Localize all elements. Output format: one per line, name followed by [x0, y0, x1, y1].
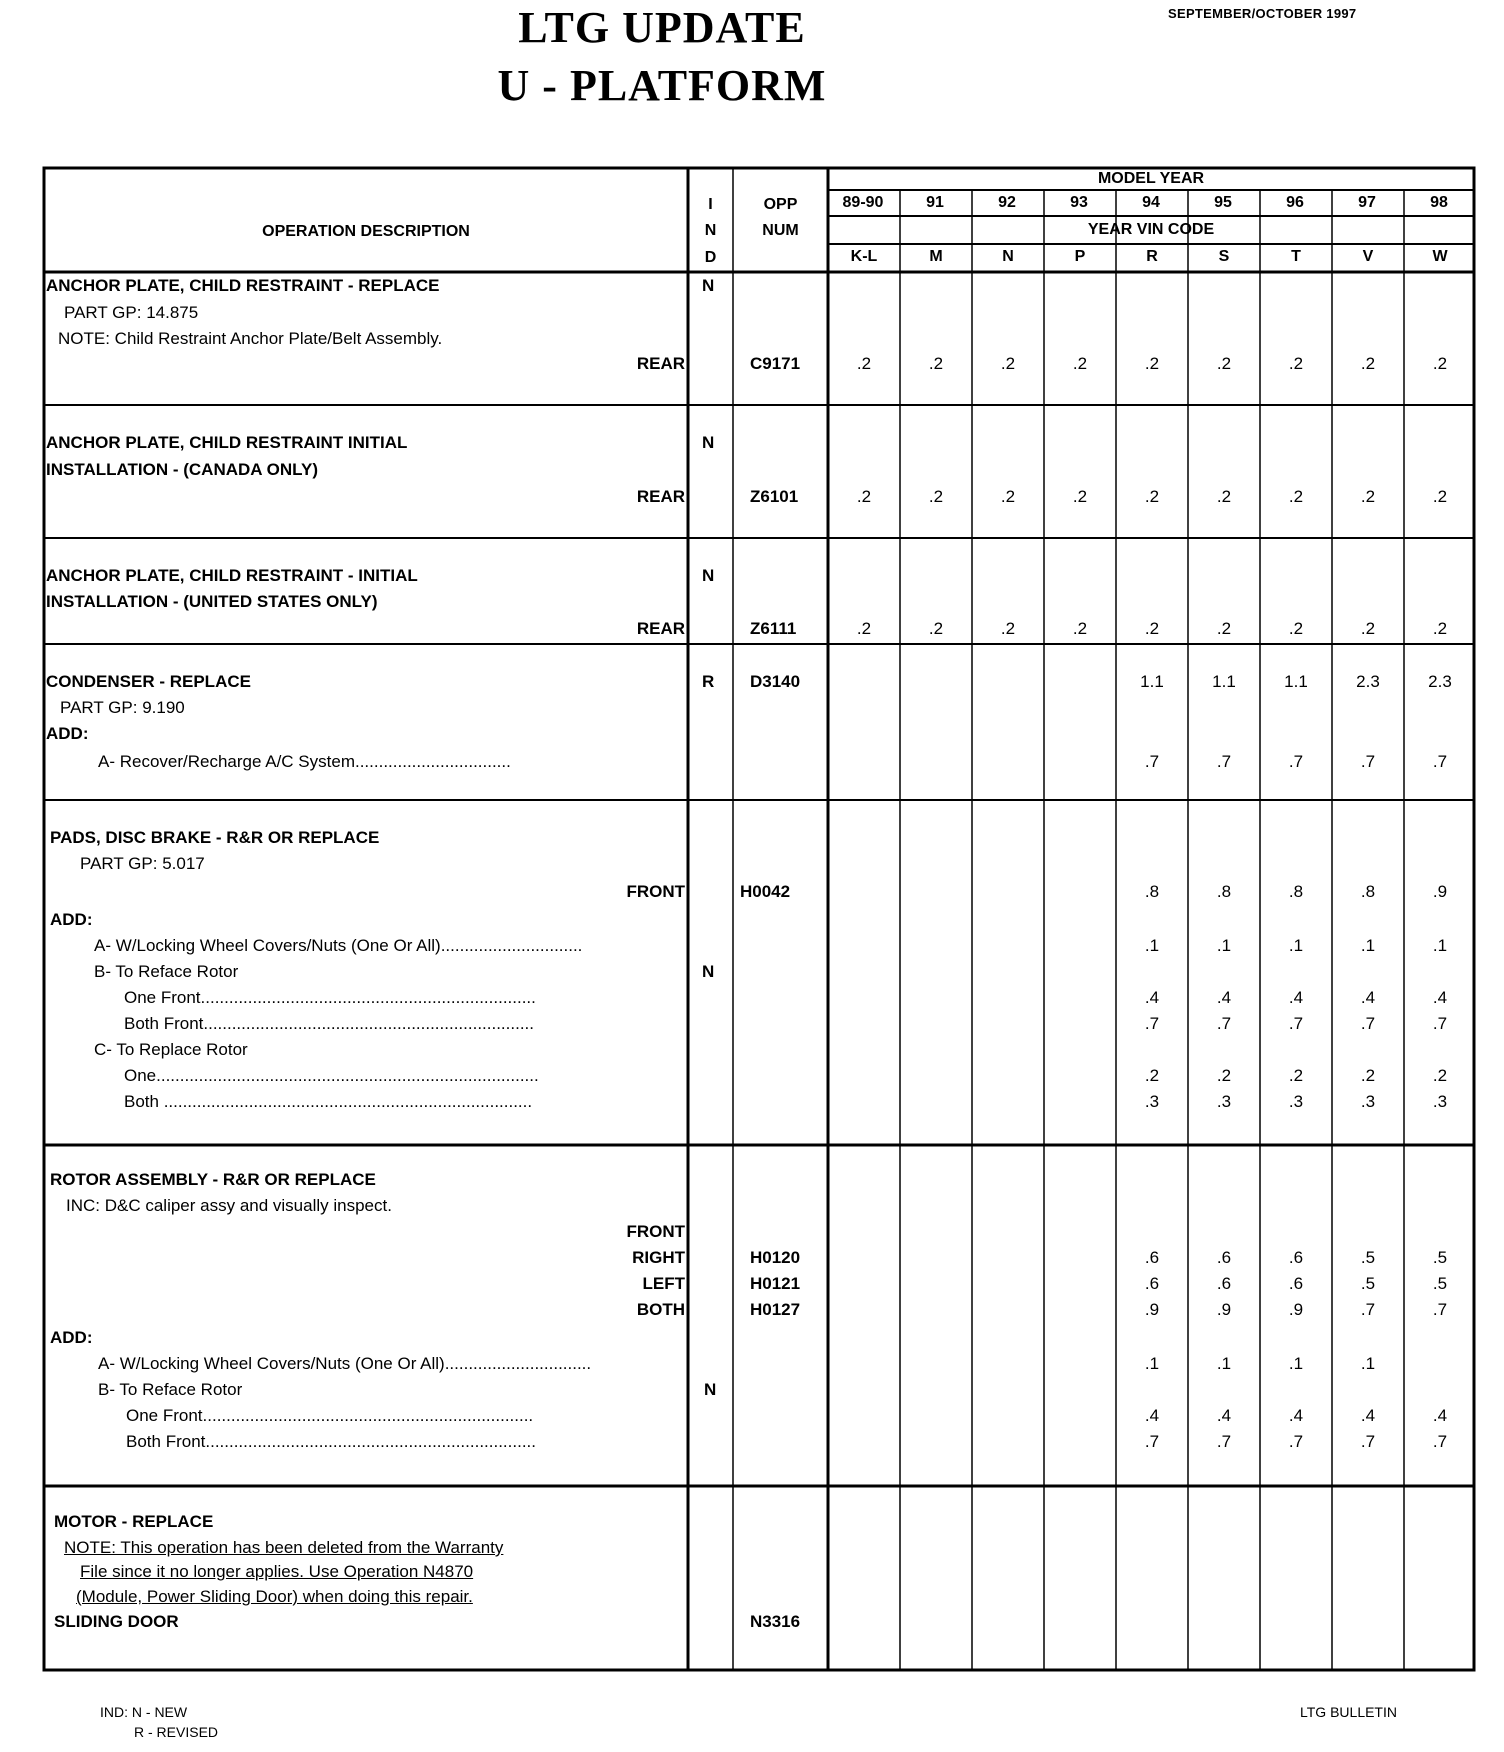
value-cell: .9: [1432, 882, 1448, 901]
vin-code-label: YEAR VIN CODE: [1087, 221, 1215, 238]
vin-code-3: P: [1074, 248, 1086, 265]
value-cell: .2: [1144, 619, 1160, 638]
value-cell: .2: [1288, 354, 1304, 373]
r6-front: FRONT: [626, 1222, 685, 1241]
value-cell: .1: [1288, 1354, 1304, 1373]
value-cell: .3: [1360, 1092, 1376, 1111]
r7-position: SLIDING DOOR: [54, 1612, 179, 1631]
r2-title-2: INSTALLATION - (CANADA ONLY): [46, 460, 318, 479]
value-cell: .9: [1288, 1300, 1304, 1319]
value-cell: .2: [856, 354, 872, 373]
r7-note-3: (Module, Power Sliding Door) when doing this repair.: [76, 1587, 473, 1606]
r5-add-b: B- To Reface Rotor: [94, 962, 239, 981]
r6-opp-left: H0121: [750, 1274, 801, 1293]
year-5: 95: [1214, 194, 1232, 211]
value-cell: .3: [1144, 1092, 1160, 1111]
value-cell: .3: [1288, 1092, 1304, 1111]
r5-add-a: A- W/Locking Wheel Covers/Nuts (One Or All)..............................: [94, 936, 583, 955]
r7-title: MOTOR - REPLACE: [54, 1512, 214, 1531]
r6-add-b2: Both Front......................................................................: [126, 1432, 536, 1451]
value-cell: .2: [1432, 354, 1448, 373]
bulletin-date: SEPTEMBER/OCTOBER 1997: [1168, 6, 1357, 21]
year-2: 92: [998, 194, 1016, 211]
footer-ind-revised: R - REVISED: [134, 1724, 219, 1740]
value-cell: .1: [1144, 936, 1160, 955]
value-cell: .7: [1432, 1014, 1448, 1033]
r6-inc: INC: D&C caliper assy and visually inspect.: [66, 1196, 392, 1215]
value-cell: .1: [1360, 1354, 1376, 1373]
value-cell: .2: [1360, 619, 1376, 638]
title-line-2: U - PLATFORM: [497, 61, 827, 110]
r6-opp-both: H0127: [750, 1300, 801, 1319]
value-cell: .7: [1288, 752, 1304, 771]
value-cell: .4: [1144, 988, 1160, 1007]
r5-add-b-ind: N: [702, 962, 715, 981]
value-cell: .7: [1216, 1432, 1232, 1451]
value-cell: 1.1: [1284, 672, 1308, 691]
r4-add: ADD:: [46, 724, 89, 743]
value-cell: .2: [1216, 1066, 1232, 1085]
value-cell: .8: [1216, 882, 1232, 901]
r4-add-a: A- Recover/Recharge A/C System.................................: [98, 752, 511, 771]
r1-opp: C9171: [750, 354, 801, 373]
value-cell: .2: [1144, 354, 1160, 373]
value-cell: .2: [1432, 487, 1448, 506]
value-cell: .2: [1000, 619, 1016, 638]
value-cell: .7: [1432, 1300, 1448, 1319]
r3-ind: N: [702, 566, 715, 585]
r3-position: REAR: [636, 619, 685, 638]
value-cell: .3: [1432, 1092, 1448, 1111]
r2-ind: N: [702, 433, 715, 452]
value-cell: .2: [1144, 487, 1160, 506]
year-0: 89-90: [842, 194, 884, 211]
value-cell: .4: [1360, 988, 1376, 1007]
model-year-label: MODEL YEAR: [1097, 170, 1205, 187]
value-cell: .2: [1072, 487, 1088, 506]
col-ind-i: I: [708, 196, 713, 213]
year-4: 94: [1142, 194, 1160, 211]
value-cell: .2: [1072, 354, 1088, 373]
value-cell: .9: [1216, 1300, 1232, 1319]
r7-note-2: File since it no longer applies. Use Operation N4870: [80, 1562, 474, 1581]
value-cell: .4: [1432, 1406, 1448, 1425]
value-cell: .6: [1144, 1274, 1160, 1293]
value-cell: .2: [1288, 1066, 1304, 1085]
r4-ind: R: [702, 672, 715, 691]
value-cell: .2: [1216, 487, 1232, 506]
value-cell: .1: [1144, 1354, 1160, 1373]
vin-code-0: K-L: [850, 248, 878, 265]
year-8: 98: [1430, 194, 1448, 211]
r6-opp-right: H0120: [750, 1248, 801, 1267]
r2-title-1: ANCHOR PLATE, CHILD RESTRAINT INITIAL: [46, 433, 408, 452]
value-cell: .4: [1360, 1406, 1376, 1425]
value-cell: .7: [1360, 752, 1376, 771]
value-cell: .7: [1216, 1014, 1232, 1033]
value-cell: .7: [1432, 1432, 1448, 1451]
value-cell: .2: [1144, 1066, 1160, 1085]
value-cell: .5: [1360, 1248, 1376, 1267]
value-cell: .2: [1216, 619, 1232, 638]
value-cell: .2: [928, 619, 944, 638]
vin-code-6: T: [1291, 248, 1301, 265]
year-3: 93: [1070, 194, 1088, 211]
r6-both: BOTH: [636, 1300, 685, 1319]
value-cell: .6: [1216, 1274, 1232, 1293]
vin-code-8: W: [1432, 248, 1448, 265]
r5-opp: H0042: [740, 882, 791, 901]
value-cell: .4: [1144, 1406, 1160, 1425]
value-cell: .2: [1288, 619, 1304, 638]
value-cell: .2: [1432, 619, 1448, 638]
r6-add-a: A- W/Locking Wheel Covers/Nuts (One Or All)...............................: [98, 1354, 592, 1373]
value-cell: .7: [1144, 1014, 1160, 1033]
r1-position: REAR: [636, 354, 685, 373]
r1-title: ANCHOR PLATE, CHILD RESTRAINT - REPLACE: [46, 276, 440, 295]
value-cell: .9: [1144, 1300, 1160, 1319]
col-ind-d: D: [704, 249, 717, 266]
r6-title: ROTOR ASSEMBLY - R&R OR REPLACE: [50, 1170, 376, 1189]
year-1: 91: [926, 194, 944, 211]
r4-title: CONDENSER - REPLACE: [46, 672, 251, 691]
value-cell: .2: [1360, 354, 1376, 373]
value-cell: .1: [1360, 936, 1376, 955]
value-cell: .1: [1288, 936, 1304, 955]
r5-add-c2: Both ..............................................................................: [124, 1092, 533, 1111]
r3-title-1: ANCHOR PLATE, CHILD RESTRAINT - INITIAL: [46, 566, 418, 585]
value-cell: .5: [1360, 1274, 1376, 1293]
value-cell: .7: [1360, 1014, 1376, 1033]
value-cell: .6: [1288, 1274, 1304, 1293]
r1-note: NOTE: Child Restraint Anchor Plate/Belt Assembly.: [58, 329, 443, 348]
value-cell: .2: [928, 487, 944, 506]
r4-opp: D3140: [750, 672, 801, 691]
r7-note-1: NOTE: This operation has been deleted from the Warranty: [64, 1538, 504, 1557]
value-cell: 1.1: [1140, 672, 1164, 691]
vin-code-5: S: [1218, 248, 1230, 265]
value-cell: 1.1: [1212, 672, 1236, 691]
value-cell: .1: [1216, 1354, 1232, 1373]
r6-add: ADD:: [50, 1328, 93, 1347]
value-cell: .2: [1216, 354, 1232, 373]
r7-opp: N3316: [750, 1612, 801, 1631]
value-cell: .5: [1432, 1248, 1448, 1267]
value-cell: .8: [1360, 882, 1376, 901]
col-ind-n: N: [704, 222, 717, 239]
value-cell: .2: [1000, 354, 1016, 373]
value-cell: .6: [1216, 1248, 1232, 1267]
value-cell: 2.3: [1428, 672, 1452, 691]
vin-code-1: M: [929, 248, 943, 265]
r6-add-b1: One Front......................................................................: [126, 1406, 534, 1425]
vin-code-4: R: [1146, 248, 1158, 265]
r4-part: PART GP: 9.190: [60, 698, 185, 717]
r3-title-2: INSTALLATION - (UNITED STATES ONLY): [46, 592, 378, 611]
r5-add-c: C- To Replace Rotor: [94, 1040, 248, 1059]
value-cell: .2: [1432, 1066, 1448, 1085]
value-cell: .2: [1000, 487, 1016, 506]
value-cell: .4: [1288, 1406, 1304, 1425]
r6-right: RIGHT: [632, 1248, 685, 1267]
col-opp: OPP: [763, 196, 798, 213]
r6-add-b-ind: N: [704, 1380, 717, 1399]
value-cell: .7: [1360, 1300, 1376, 1319]
r5-add-b1: One Front.......................................................................: [124, 988, 536, 1007]
r6-left: LEFT: [642, 1274, 685, 1293]
value-cell: .8: [1288, 882, 1304, 901]
value-cell: .4: [1288, 988, 1304, 1007]
col-num: NUM: [762, 222, 799, 239]
footer-bulletin: LTG BULLETIN: [1300, 1704, 1397, 1720]
value-cell: .1: [1216, 936, 1232, 955]
value-cell: .2: [1072, 619, 1088, 638]
r5-add: ADD:: [50, 910, 93, 929]
r1-part: PART GP: 14.875: [64, 303, 199, 322]
r5-add-c1: One.................................................................................: [124, 1066, 539, 1085]
value-cell: .4: [1216, 988, 1232, 1007]
vin-code-7: V: [1362, 248, 1374, 265]
value-cell: .2: [928, 354, 944, 373]
value-cell: .7: [1432, 752, 1448, 771]
value-cell: .5: [1432, 1274, 1448, 1293]
value-cell: .3: [1216, 1092, 1232, 1111]
value-cell: .7: [1288, 1432, 1304, 1451]
value-cell: .2: [1288, 487, 1304, 506]
value-cell: .2: [1360, 487, 1376, 506]
value-cell: .4: [1432, 988, 1448, 1007]
r1-ind: N: [702, 276, 715, 295]
value-cell: .7: [1144, 752, 1160, 771]
r2-position: REAR: [636, 487, 685, 506]
r5-add-b2: Both Front......................................................................: [124, 1014, 534, 1033]
value-cell: .8: [1144, 882, 1160, 901]
title-line-1: LTG UPDATE: [518, 3, 806, 52]
value-cell: .6: [1144, 1248, 1160, 1267]
r2-opp: Z6101: [750, 487, 799, 506]
value-cell: .2: [1360, 1066, 1376, 1085]
value-cell: .7: [1288, 1014, 1304, 1033]
value-cell: 2.3: [1356, 672, 1380, 691]
r5-position: FRONT: [626, 882, 685, 901]
value-cell: .2: [856, 619, 872, 638]
year-7: 97: [1358, 194, 1376, 211]
r5-title: PADS, DISC BRAKE - R&R OR REPLACE: [50, 828, 380, 847]
value-cell: .7: [1216, 752, 1232, 771]
footer-ind-new: IND: N - NEW: [100, 1704, 188, 1720]
r5-part: PART GP: 5.017: [80, 854, 205, 873]
vin-code-2: N: [1002, 248, 1014, 265]
value-cell: .7: [1360, 1432, 1376, 1451]
col-operation-description: OPERATION DESCRIPTION: [262, 223, 470, 240]
value-cell: .7: [1144, 1432, 1160, 1451]
value-cell: .6: [1288, 1248, 1304, 1267]
r6-add-b: B- To Reface Rotor: [98, 1380, 243, 1399]
value-cell: .2: [856, 487, 872, 506]
r3-opp: Z6111: [750, 619, 797, 638]
value-cell: .1: [1432, 936, 1448, 955]
year-6: 96: [1286, 194, 1304, 211]
value-cell: .4: [1216, 1406, 1232, 1425]
